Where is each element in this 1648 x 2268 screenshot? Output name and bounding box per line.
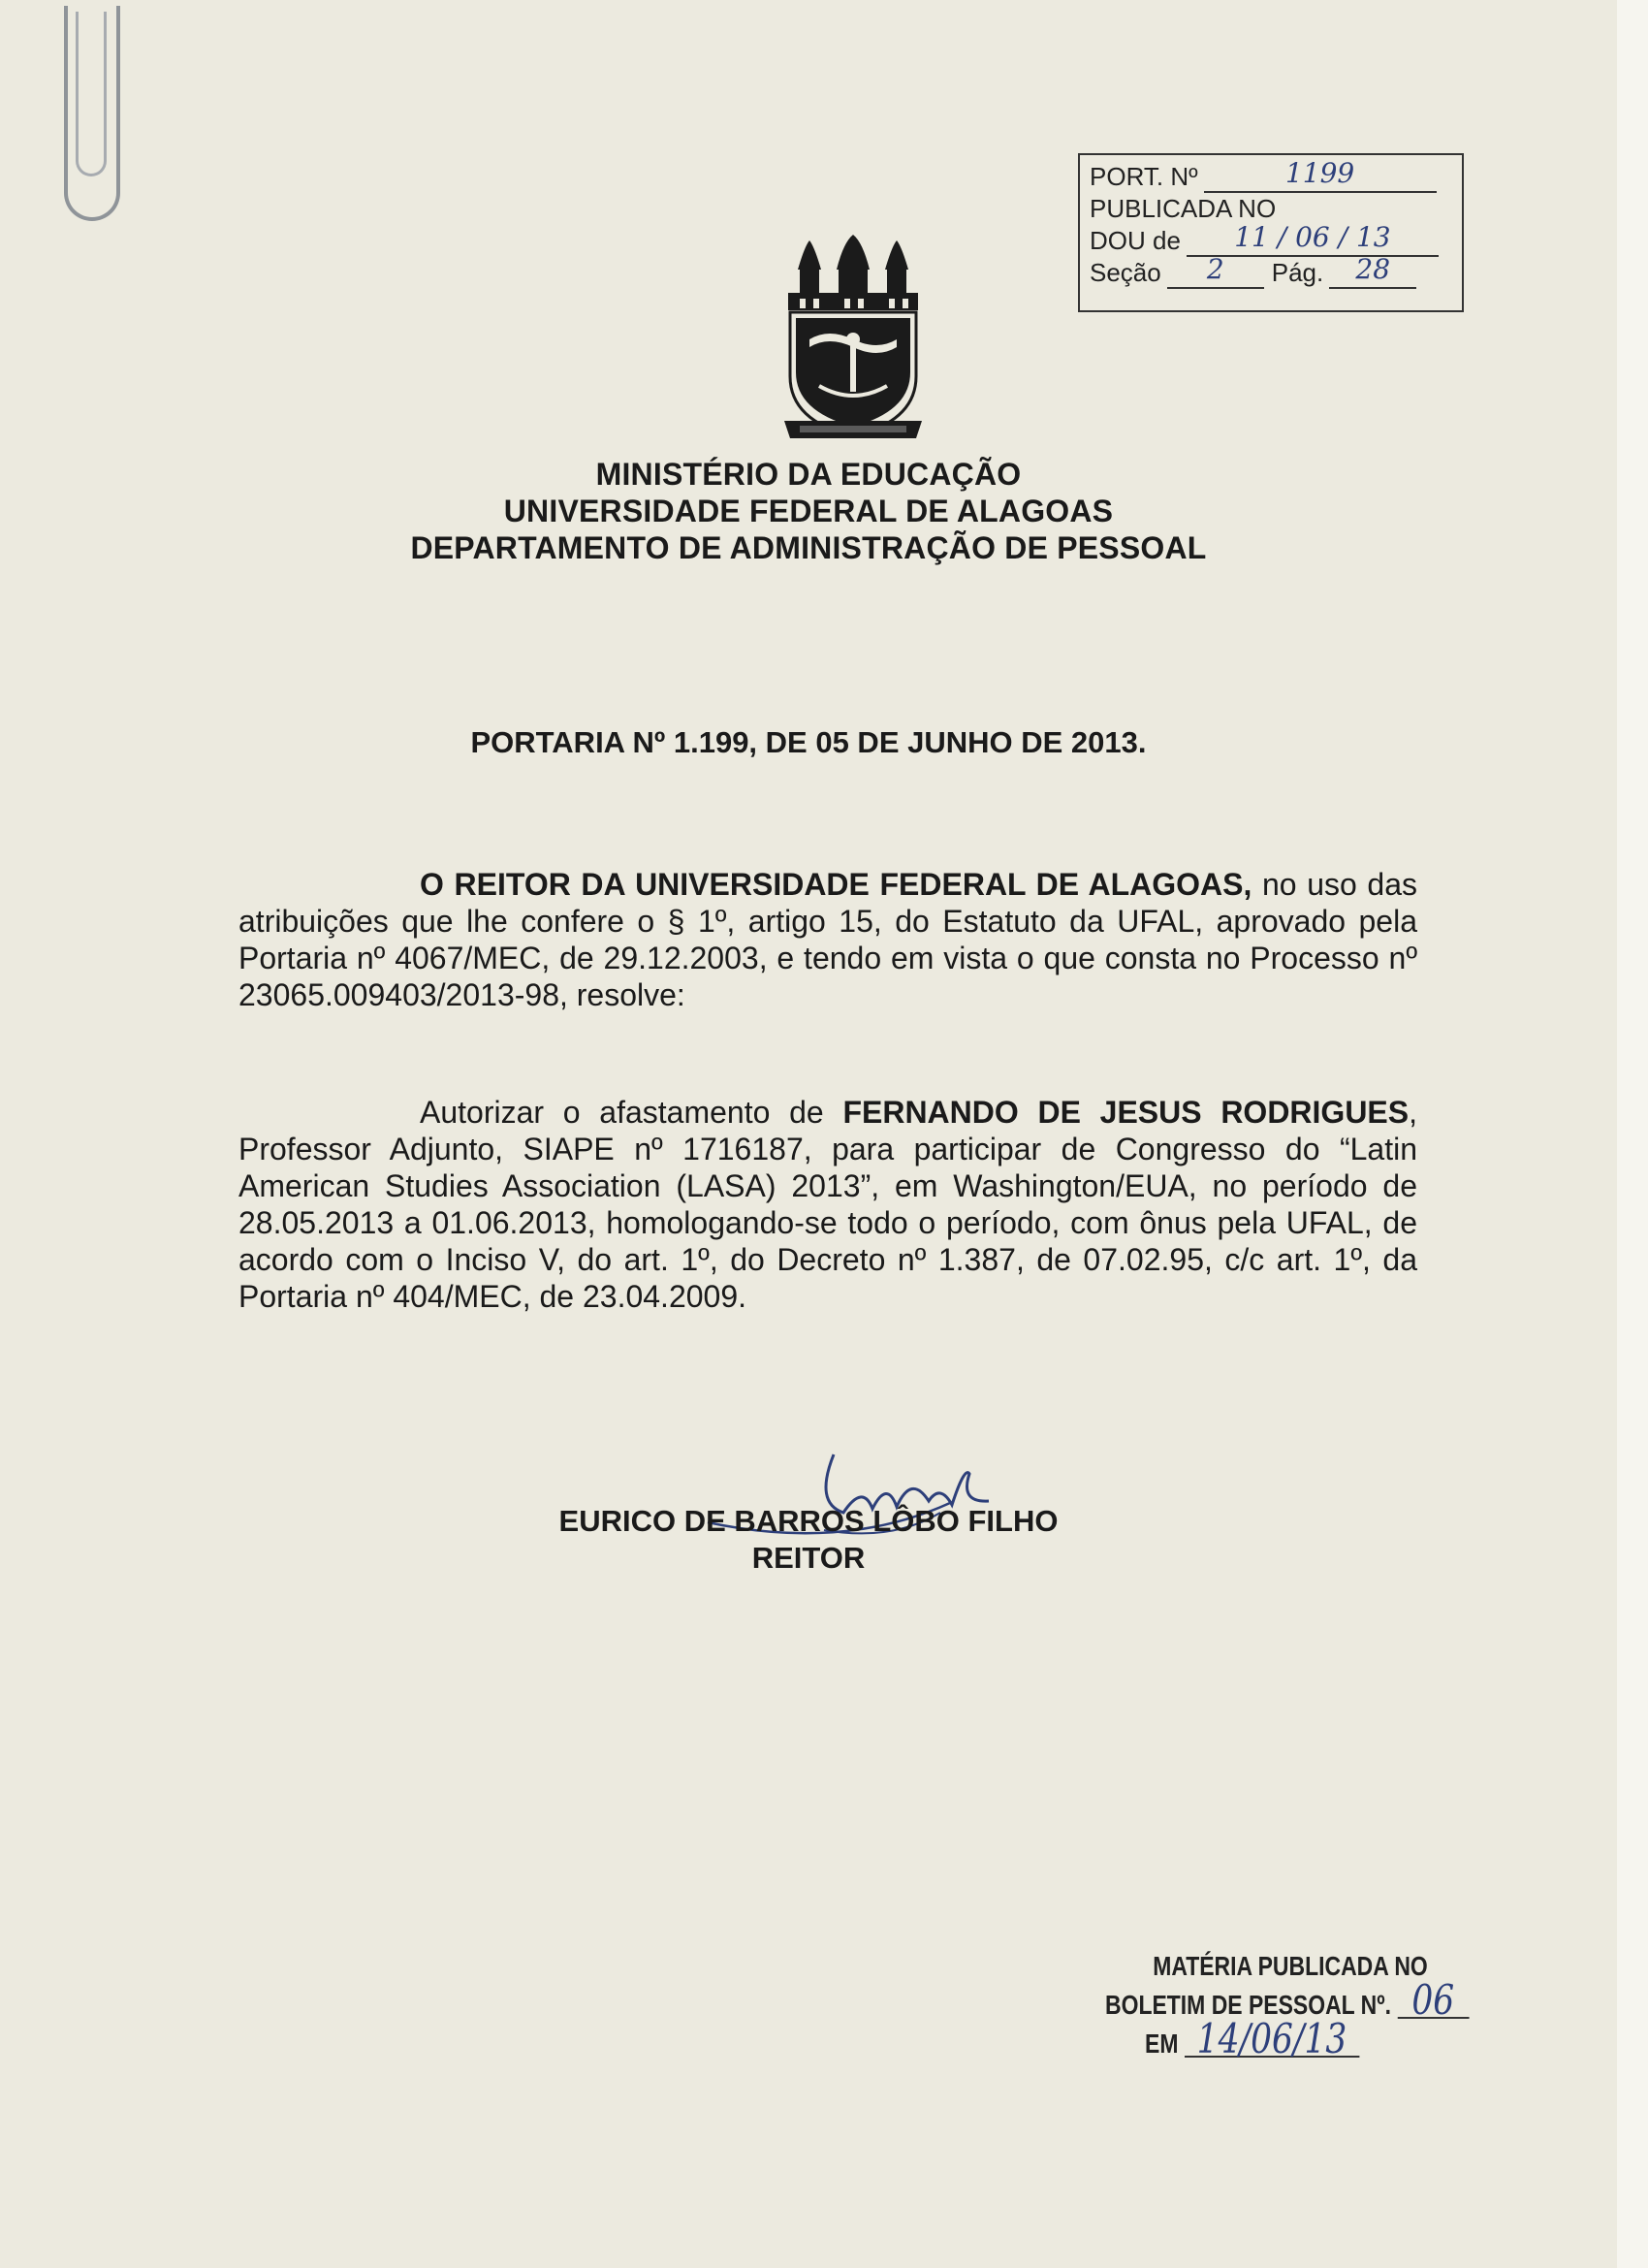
signatory-block xyxy=(0,1503,1617,1577)
header-university: UNIVERSIDADE FEDERAL DE ALAGOAS xyxy=(503,494,1114,528)
stamp-dou-value: 11 / 06 / 13 xyxy=(1234,221,1391,253)
stamp-port-value: 1199 xyxy=(1284,157,1355,189)
boletim-em-label: EM xyxy=(1145,2028,1179,2059)
page-edge xyxy=(1617,0,1648,2268)
header-ministry: MINISTÉRIO DA EDUCAÇÃO xyxy=(595,457,1022,492)
resolution-text: , Professor Adjunto, SIAPE nº 1716187, para participar de Congresso do “Latin American Studies Association (LASA) 2013”, em Washington/EUA, no período de 28.05.2013 a 01.06.2013, homologando-se todo o período, com ônus pela UFAL, de acordo com o Inciso V, do art. 1º, do Decreto nº 1.387, de 07.02.95, c/c art. 1º, da Portaria nº 404/MEC, de 23.04.2009. xyxy=(238,1095,1418,1314)
stamp-dou-label: DOU de xyxy=(1090,226,1181,255)
institution-header xyxy=(0,456,1617,566)
ufal-crest-icon xyxy=(780,231,926,442)
document-title: PORTARIA Nº 1.199, DE 05 DE JUNHO DE 2013. xyxy=(470,725,1147,759)
stamp-pag-label: Pág. xyxy=(1271,258,1324,287)
paper-clip-inner xyxy=(76,12,107,176)
signatory-role: REITOR xyxy=(751,1541,866,1575)
resolution-name: FERNANDO DE JESUS RODRIGUES xyxy=(842,1095,1410,1130)
boletim-line1: MATÉRIA PUBLICADA NO xyxy=(1153,1951,1428,1981)
signatory-name: EURICO DE BARROS LÔBO FILHO xyxy=(558,1504,1059,1538)
stamp-pag-value: 28 xyxy=(1355,253,1391,285)
preamble-bold: O REITOR DA UNIVERSIDADE FEDERAL DE ALAGOAS, xyxy=(420,867,1252,902)
stamp-publicada-label: PUBLICADA NO xyxy=(1090,194,1277,223)
publication-stamp xyxy=(1078,153,1464,312)
stamp-secao-label: Seção xyxy=(1090,258,1161,287)
paragraph-preamble xyxy=(238,866,1417,1013)
stamp-secao-value: 2 xyxy=(1206,253,1224,285)
header-department: DEPARTAMENTO DE ADMINISTRAÇÃO DE PESSOAL xyxy=(410,530,1207,565)
boletim-label: BOLETIM DE PESSOAL Nº. xyxy=(1105,1990,1391,2020)
stamp-port-label: PORT. Nº xyxy=(1090,162,1198,191)
boletim-stamp xyxy=(1105,1949,1455,2062)
resolution-start: Autorizar o afastamento de xyxy=(420,1095,843,1130)
boletim-date: 14/06/13 xyxy=(1185,2022,1359,2058)
preamble-text: no uso das atribuições que lhe confere o § 1º, artigo 15, do Estatuto da UFAL, aprovado pela Portaria nº 4067/MEC, de 29.12.2003, e tendo em vista o que consta no Processo nº 23065.009403/2013-98, resolve: xyxy=(238,867,1417,1012)
boletim-number: 06 xyxy=(1397,1983,1469,2019)
paragraph-resolution xyxy=(238,1094,1417,1315)
